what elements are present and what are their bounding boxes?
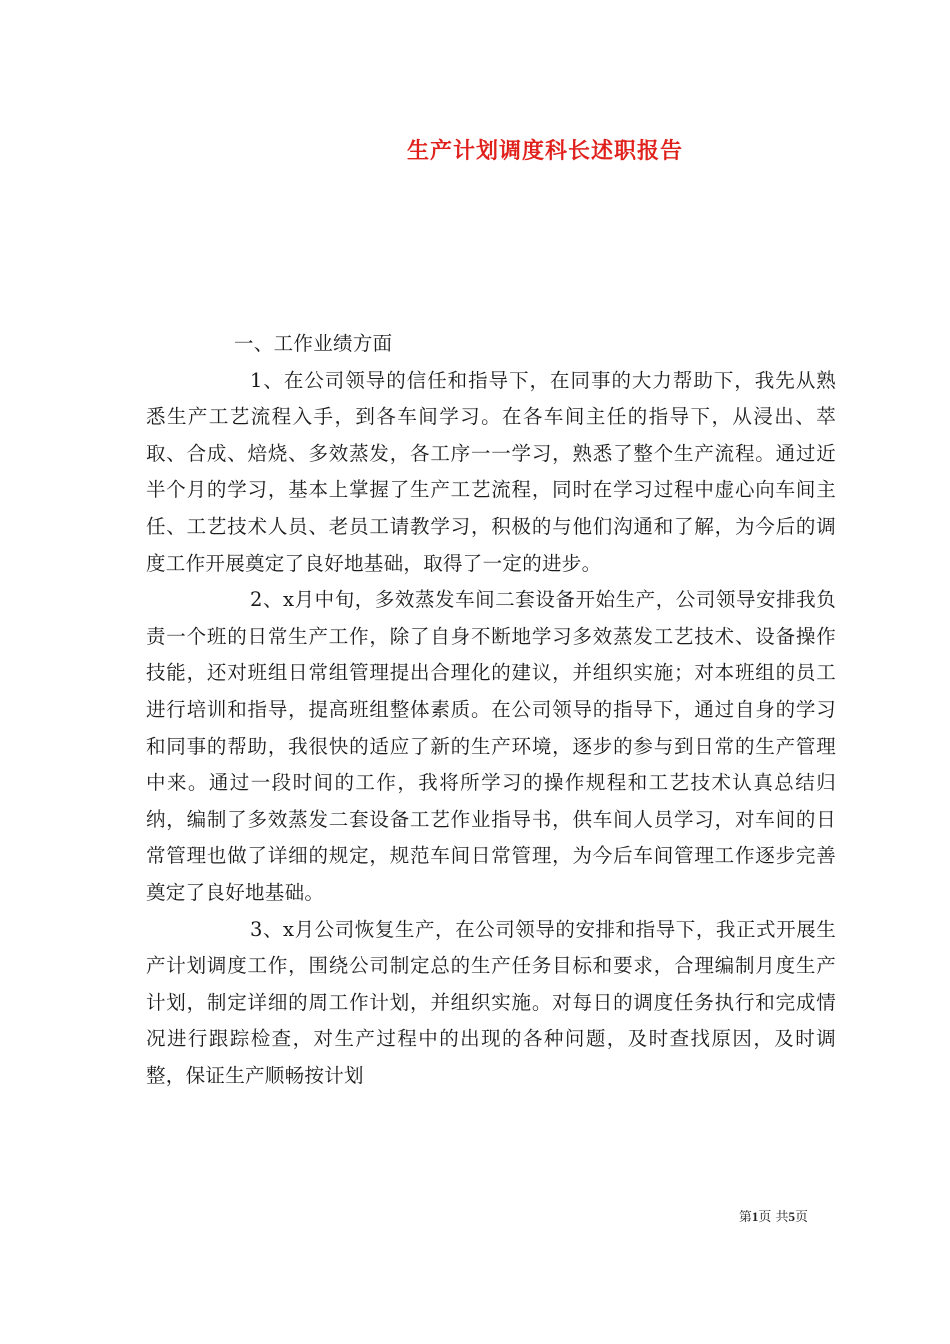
footer-total-pages: 5 xyxy=(788,1209,795,1224)
document-title: 生产计划调度科长述职报告 xyxy=(406,138,683,164)
section-heading: 一、工作业绩方面 xyxy=(234,332,393,355)
paragraph-3: 3、x月公司恢复生产，在公司领导的安排和指导下，我正式开展生产计划调度工作，围绕公司制定总的生产任务目标和要求，合理编制月度生产计划，制定详细的周工作计划，并组织实施。对每日的调度任务执行和完成情况进行跟踪检查，对生产过程中的出现的各种问题，及时查找原因，及时调整，保证生产顺畅按计划 xyxy=(146,917,836,1087)
footer-prefix: 第 xyxy=(738,1210,752,1225)
footer-middle: 页 共 xyxy=(758,1210,789,1225)
paragraph-2: 2、x月中旬，多效蒸发车间二套设备开始生产，公司领导安排我负责一个班的日常生产工作，除了自身不断地学习多效蒸发工艺技术、设备操作技能，还对班组日常组管理提出合理化的建议，并组织实施；对本班组的员工进行培训和指导，提高班组整体素质。在公司领导的指导下，通过自身的学习和同事的帮助，我很快的适应了新的生产环境，逐步的参与到日常的生产管理中来。通过一段时间的工作，我将所学习的操作规程和工艺技术认真总结归纳，编制了多效蒸发二套设备工艺作业指导书，供车间人员学习，对车间的日常管理也做了详细的规定，规范车间日常管理，为今后车间管理工作逐步完善奠定了良好地基础。 xyxy=(146,588,836,904)
paragraph-1: 1、在公司领导的信任和指导下，在同事的大力帮助下，我先从熟悉生产工艺流程入手，到各车间学习。在各车间主任的指导下，从浸出、萃取、合成、焙烧、多效蒸发，各工序一一学习，熟悉了整个生产流程。通过近半个月的学习，基本上掌握了生产工艺流程，同时在学习过程中虚心向车间主任、工艺技术人员、老员工请教学习，积极的与他们沟通和了解，为今后的调度工作开展奠定了良好地基础，取得了一定的进步。 xyxy=(146,368,836,575)
document-body xyxy=(146,326,836,1094)
page-footer xyxy=(739,1206,808,1225)
footer-suffix: 页 xyxy=(794,1210,808,1225)
footer-page-number: 1 xyxy=(751,1209,759,1224)
